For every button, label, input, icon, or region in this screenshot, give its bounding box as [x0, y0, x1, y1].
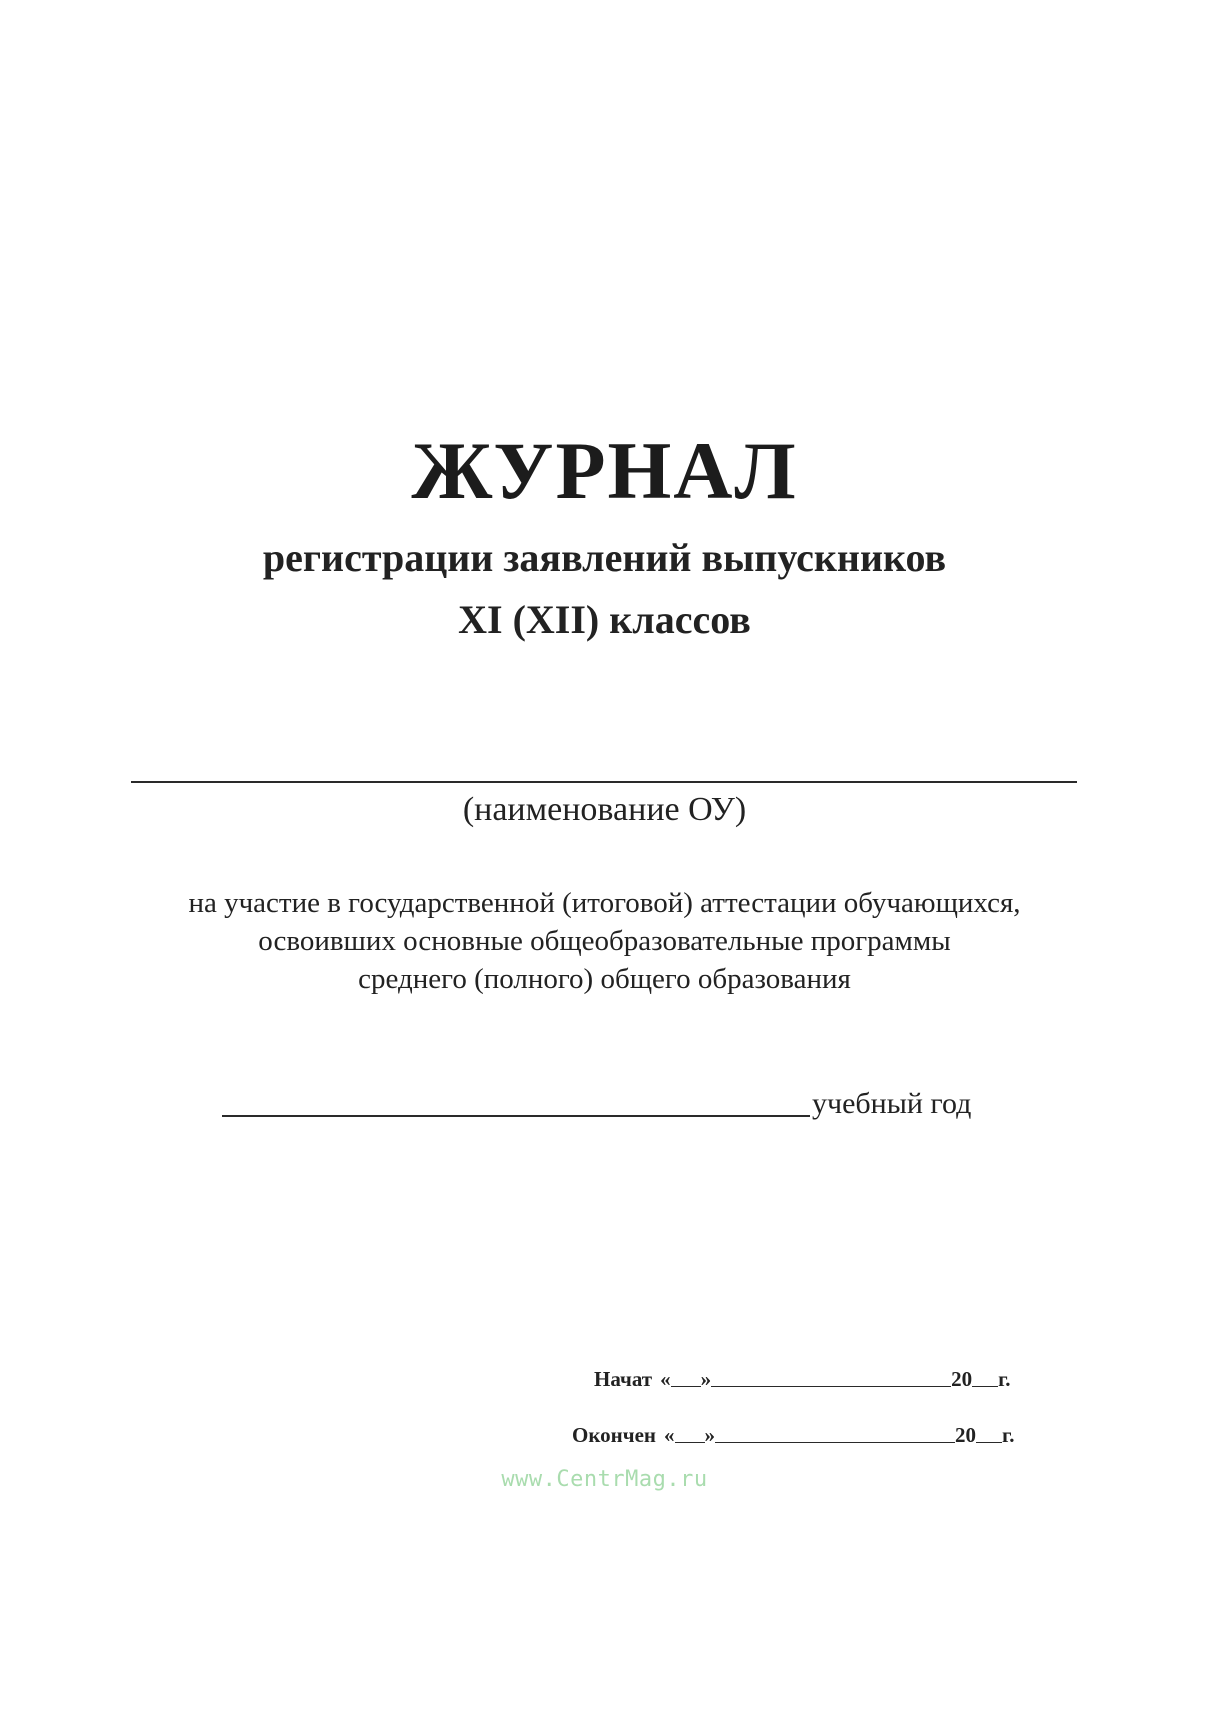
quote-close: » — [700, 1367, 712, 1391]
journal-subtitle — [0, 527, 1209, 651]
year-blank-line — [972, 1386, 998, 1387]
journal-title: ЖУРНАЛ — [411, 425, 798, 516]
year-suffix: г. — [998, 1367, 1011, 1391]
year-suffix: г. — [1002, 1423, 1015, 1447]
finished-date-row — [572, 1418, 1014, 1448]
month-blank-line — [711, 1386, 951, 1387]
month-blank-line — [715, 1442, 955, 1443]
org-name-blank-line — [131, 781, 1077, 783]
started-label: Начат — [594, 1367, 653, 1391]
quote-open: « — [664, 1423, 675, 1447]
day-blank-line — [675, 1442, 705, 1443]
quote-open: « — [660, 1367, 671, 1391]
subtitle-line: регистрации заявлений выпускников — [262, 535, 947, 580]
purpose-text — [0, 884, 1209, 998]
finished-label: Окончен — [572, 1423, 657, 1447]
century-text: 20 — [955, 1423, 977, 1447]
started-date-row — [594, 1362, 1011, 1392]
century-text: 20 — [951, 1367, 973, 1391]
academic-year-label: учебный год — [812, 1087, 972, 1120]
academic-year-row — [222, 1083, 971, 1123]
quote-close: » — [704, 1423, 716, 1447]
org-name-caption: (наименование ОУ) — [462, 791, 747, 828]
day-blank-line — [671, 1386, 701, 1387]
purpose-line: среднего (полного) общего образования — [358, 963, 851, 995]
year-blank-line — [976, 1442, 1002, 1443]
subtitle-line: XI (XII) классов — [458, 597, 751, 642]
academic-year-blank-line — [222, 1115, 810, 1117]
purpose-line: на участие в государственной (итоговой) аттестации обучающихся, — [188, 887, 1021, 919]
purpose-line: освоивших основные общеобразовательные программы — [258, 925, 951, 957]
site-watermark: www.CentrMag.ru — [501, 1467, 708, 1492]
